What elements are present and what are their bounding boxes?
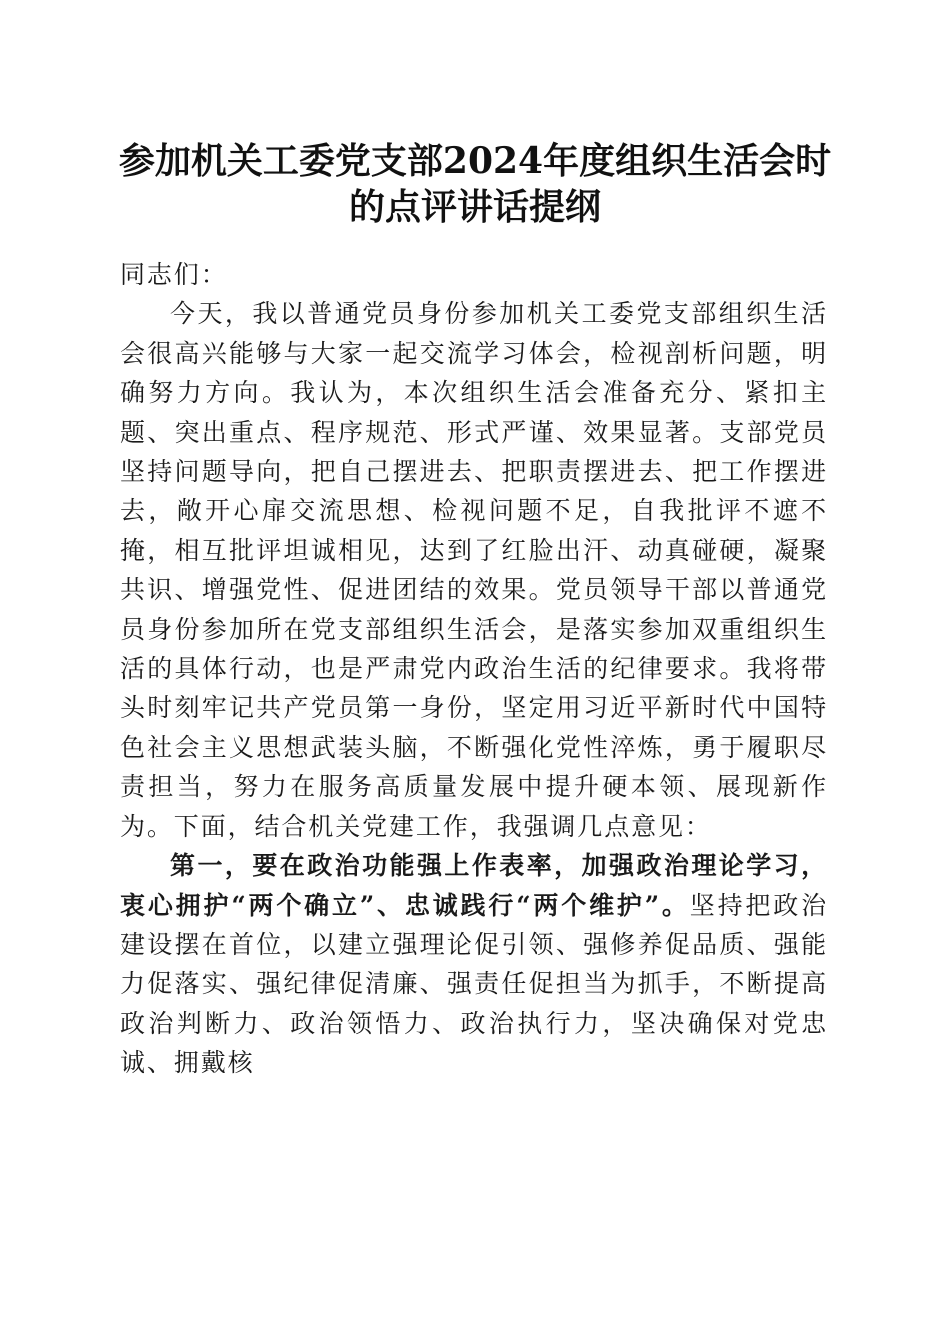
paragraph-1: 今天，我以普通党员身份参加机关工委党支部组织生活会很高兴能够与大家一起交流学习体会，检视剖析问题，明确努力方向。我认为，本次组织生活会准备充分、紧扣主题、突出重点、程序规范、形式严谨、效果显著。支部党员坚持问题导向，把自己摆进去、把职责摆进去、把工作摆进去，敞开心扉交流思想、检视问题不足，自我批评不遮不掩，相互批评坦诚相见，达到了红脸出汗、动真碰硬，凝聚共识、增强党性、促进团结的效果。党员领导干部以普通党员身份参加所在党支部组织生活会，是落实参加双重组织生活的具体行动，也是严肃党内政治生活的纪律要求。我将带头时刻牢记共产党员第一身份，坚定用习近平新时代中国特色社会主义思想武装头脑，不断强化党性淬炼，勇于履职尽责担当，努力在服务高质量发展中提升硬本领、展现新作为。下面，结合机关党建工作，我强调几点意见： [120,299,828,841]
title-line-1: 参加机关工委党支部2024年度组织生活会时 [118,140,832,182]
title-line-2: 的点评讲话提纲 [348,186,601,228]
paragraph-2-lead: 第一，要在政治功能强上作表率，加强政治理论学习，衷心拥护“两个确立”、忠诚践行“两个维护”。 [120,851,828,920]
document-body [120,255,828,1083]
greeting: 同志们： [120,260,228,289]
paragraph-2 [120,846,828,1082]
paragraph-2-body: 坚持把政治建设摆在首位，以建立强理论促引领、强修养促品质、强能力促落实、强纪律促清廉、强责任促担当为抓手，不断提高政治判断力、政治领悟力、政治执行力，坚决确保对党忠诚、拥戴核 [120,890,828,1078]
document-title [100,138,850,230]
